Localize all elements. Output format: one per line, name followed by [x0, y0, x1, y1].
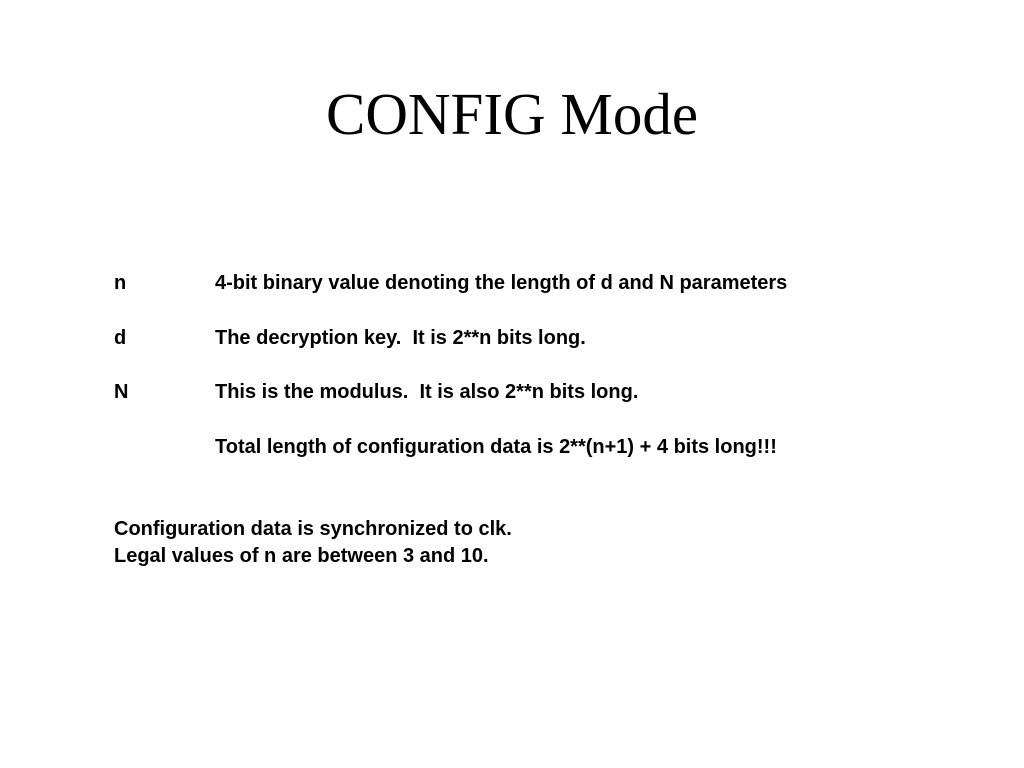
definition-term: n — [114, 272, 127, 294]
definition-row-n — [114, 270, 788, 296]
total-length-note: Total length of configuration data is 2**(n+1) + 4 bits long!!! — [215, 436, 777, 458]
total-length-row — [114, 434, 777, 460]
definition-row-d — [114, 325, 586, 351]
slide-title: CONFIG Mode — [325, 81, 699, 147]
sync-note: Configuration data is synchronized to clk. — [114, 518, 512, 540]
definition-description: 4-bit binary value denoting the length of d and N parameters — [215, 272, 788, 294]
definition-row-modulus — [114, 379, 639, 405]
definition-description: This is the modulus. It is also 2**n bits long. — [215, 381, 639, 403]
definition-term: d — [114, 327, 127, 349]
definition-term: N — [114, 381, 129, 403]
definition-description: The decryption key. It is 2**n bits long. — [215, 327, 586, 349]
legal-values-note: Legal values of n are between 3 and 10. — [114, 545, 489, 567]
